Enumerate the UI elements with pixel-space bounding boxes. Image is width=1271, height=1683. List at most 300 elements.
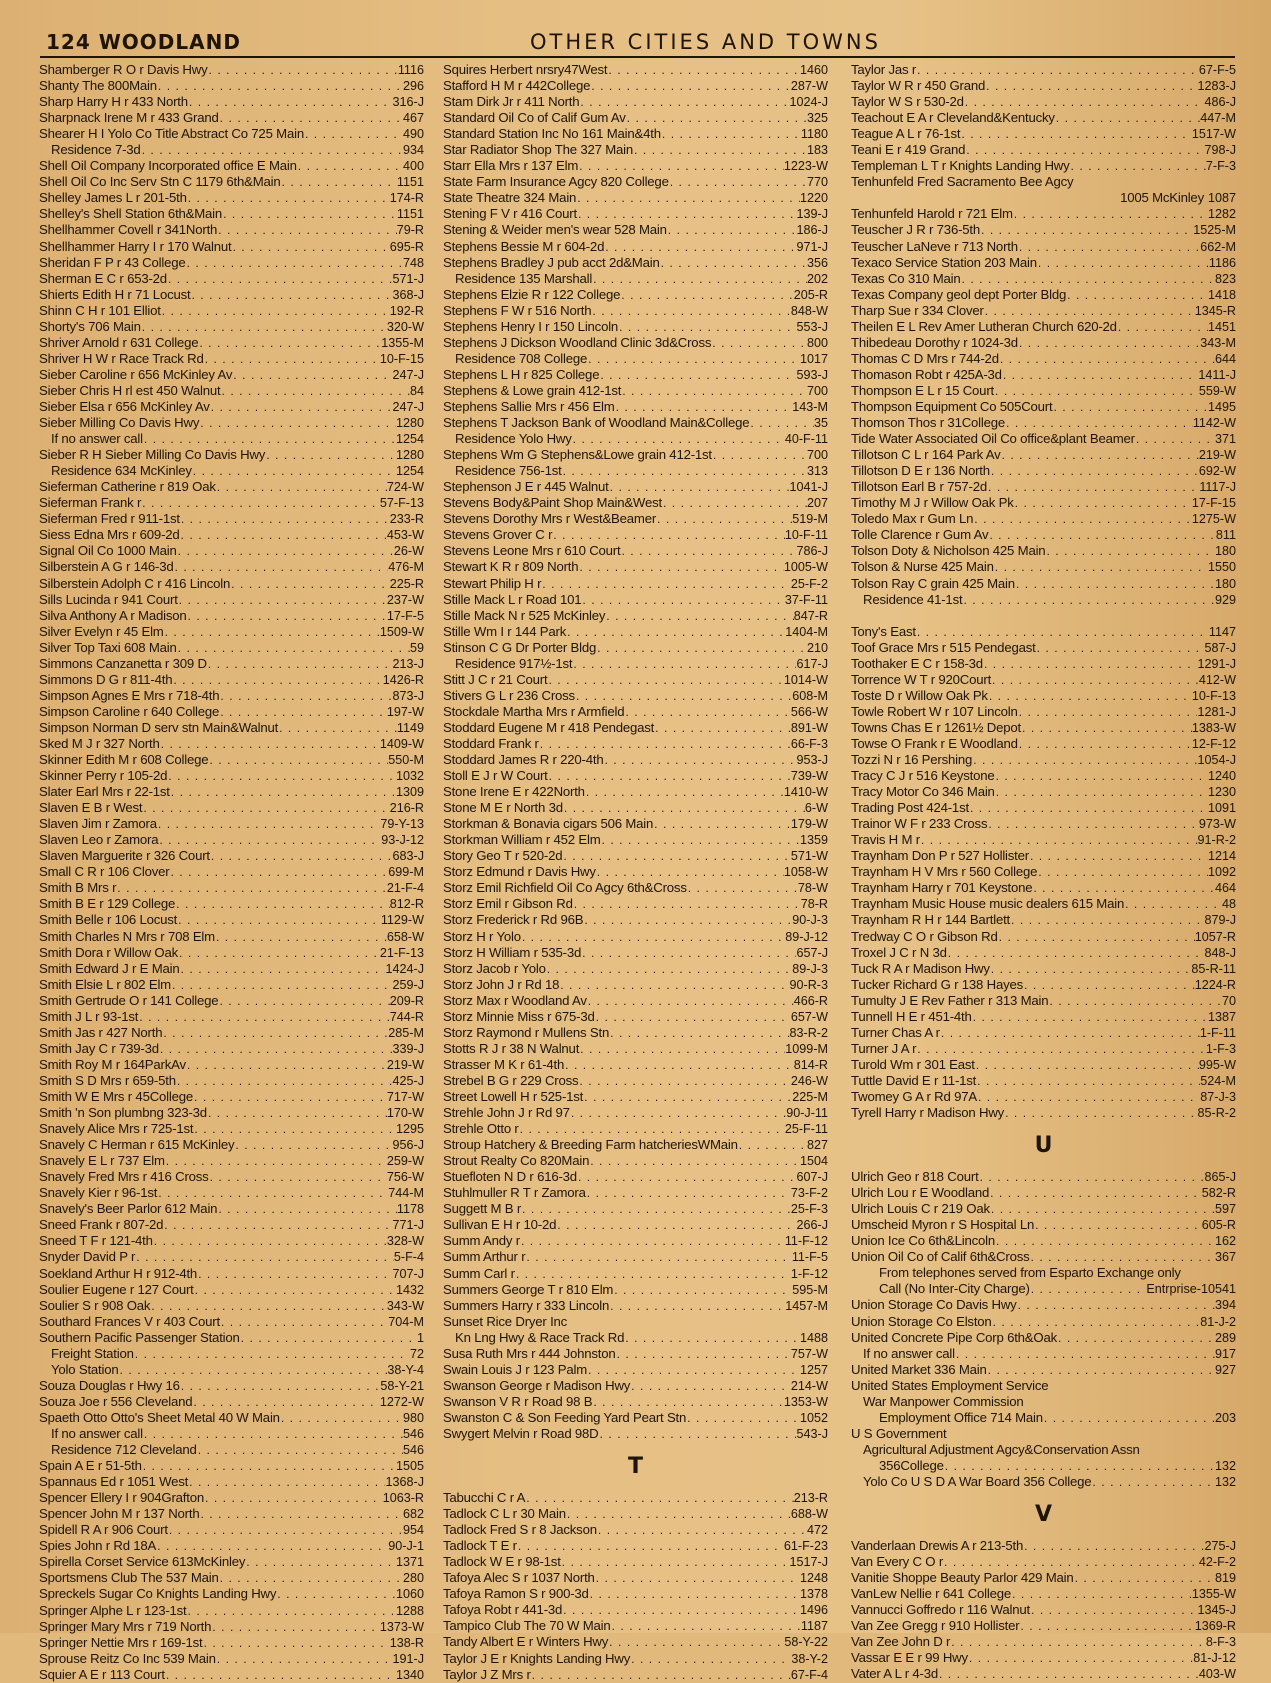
listing-phone: 1041-J (789, 480, 828, 495)
leader-dots (219, 688, 392, 704)
listing-phone: 1024-J (789, 95, 828, 110)
leader-dots (556, 1217, 796, 1233)
listing-entry (39, 110, 424, 126)
listing-entry (851, 736, 1236, 752)
leader-dots (1018, 704, 1198, 720)
leader-dots (973, 511, 1192, 527)
listing-entry (851, 1474, 1236, 1490)
listing-name: Tafoya Ramon S r 900-3d (443, 1586, 589, 1602)
listing-entry (851, 800, 1236, 816)
listing-phone: Entrprise-10541 (1146, 1282, 1236, 1297)
leader-dots (1019, 1618, 1194, 1634)
listing-phone: 1282 (1207, 207, 1236, 222)
listing-entry (851, 1009, 1236, 1025)
listing-phone: 657-J (796, 945, 828, 960)
leader-dots (587, 1362, 800, 1378)
listing-name: Shierts Edith H r 71 Locust (39, 286, 191, 302)
listing-phone: 1411-J (1198, 367, 1236, 382)
listing-entry (443, 319, 828, 335)
listing-entry (443, 206, 828, 222)
listing-phone: 973-W (1198, 817, 1236, 832)
listing-entry (851, 126, 1236, 142)
listing-phone: 66-F-3 (790, 736, 828, 751)
listing-entry (443, 94, 828, 110)
listing-phone: 59 (409, 640, 424, 655)
listing-phone: 84 (409, 383, 424, 398)
leader-dots (577, 206, 797, 222)
listing-phone: 246-W (790, 1073, 828, 1088)
leader-dots (977, 1089, 1200, 1105)
listing-entry (443, 880, 828, 896)
listing-name: Shamberger R O r Davis Hwy (39, 62, 208, 77)
listing-entry (39, 640, 424, 656)
listing-phone: 566-W (790, 704, 828, 719)
listing-phone: 550-M (388, 753, 424, 768)
listing-name: Tadlock C L r 30 Main (443, 1506, 566, 1522)
leader-dots (304, 126, 403, 142)
listing-phone: 280 (402, 1571, 424, 1586)
listing-name: Taylor J E r Knights Landing Hwy (443, 1650, 631, 1666)
listing-name: Tandy Albert E r Winters Hwy (443, 1634, 609, 1650)
listing-name: Residence Yolo Hwy (455, 431, 572, 447)
listing-phone: 192-R (389, 303, 424, 318)
listing-entry (443, 351, 828, 367)
listing-name: Tenhunfeld Harold r 721 Elm (851, 206, 1013, 222)
leader-dots (590, 78, 791, 94)
leader-dots (920, 832, 1198, 848)
listing-phone: 58-Y-22 (784, 1635, 828, 1650)
listing-name: Spidell R A r 906 Court (39, 1522, 168, 1538)
leader-dots (749, 415, 814, 431)
leader-dots (1135, 431, 1215, 447)
listing-name: Silva Anthony A r Madison (39, 607, 187, 623)
listing-entry (851, 1410, 1236, 1426)
listing-name: Sprouse Reitz Co Inc 539 Main (39, 1650, 216, 1666)
listing-phone: 695-R (389, 239, 424, 254)
leader-dots (157, 816, 380, 832)
listing-entry (39, 736, 424, 752)
listing-entry (443, 527, 828, 543)
listing-phone: 466-R (793, 993, 828, 1008)
listing-name: Residence 917½-1st (455, 655, 573, 671)
listing-name: Shorty's 706 Main (39, 318, 141, 334)
listing-phone: 953-J (796, 753, 828, 768)
listing-entry (443, 1057, 828, 1073)
listing-name: Swanson George r Madison Hwy (443, 1377, 631, 1393)
leader-dots (217, 222, 397, 238)
listing-name: Yolo Station (51, 1361, 119, 1377)
listing-name: Smith W E Mrs r 45College (39, 1089, 194, 1104)
leader-dots (987, 479, 1199, 495)
listing-entry (851, 1346, 1236, 1362)
leader-dots (998, 929, 1195, 945)
leader-dots (160, 736, 380, 752)
listing-phone: 343-M (1200, 335, 1236, 350)
leader-dots (975, 1057, 1199, 1073)
listing-entry (39, 832, 424, 848)
listing-phone: 1451 (1207, 319, 1236, 334)
listing-name: Shellhammer Covell r 341North (39, 222, 218, 238)
listing-phone: 1091 (1207, 801, 1236, 816)
listing-name: Sherman E C r 653-2d (39, 270, 167, 286)
listing-name: Sieber Caroline r 656 McKinley Av (39, 366, 233, 382)
listing-entry (443, 768, 828, 784)
listing-name: Silberstein A G r 146-3d (39, 559, 174, 575)
listing-name: Traynham R H r 144 Bartlett (851, 912, 1011, 928)
listing-entry (443, 848, 828, 864)
listing-name: Summ Andy r (443, 1233, 520, 1249)
listing-name: Soekland Arthur H r 912-4th (39, 1265, 198, 1281)
listing-phone: 1340 (395, 1667, 424, 1682)
listing-name: Snavely E L r 737 Elm (39, 1153, 165, 1169)
listing-name: Soulier S r 908 Oak (39, 1297, 151, 1313)
listing-phone: 213-R (793, 1491, 828, 1506)
listing-entry (443, 1185, 828, 1201)
listing-name: Travis H M r (851, 832, 920, 848)
listing-name: Spaeth Otto Otto's Sheet Metal 40 W Main (39, 1409, 280, 1425)
listing-name: Stevens Dorothy Mrs r West&Beamer (443, 511, 657, 527)
listing-name: Tumulty J E Rev Father r 313 Main (851, 992, 1049, 1008)
leader-dots (116, 880, 387, 896)
leader-dots (1002, 367, 1199, 383)
listing-phone: 237-W (386, 592, 424, 607)
listing-entry (443, 912, 828, 928)
listing-entry (443, 271, 828, 287)
listing-name: Snavely's Beer Parlor 612 Main (39, 1201, 218, 1217)
leader-dots (592, 271, 807, 287)
listing-name: Tillotson C L r 164 Park Av (851, 447, 1001, 463)
leader-dots (564, 1057, 794, 1073)
listing-entry (39, 1009, 424, 1025)
listing-phone: 57-F-13 (379, 496, 424, 511)
listing-entry (851, 720, 1236, 736)
listing-name: Texas Company geol dept Porter Bldg (851, 286, 1067, 302)
leader-dots (620, 543, 796, 559)
listing-phone: 617-J (796, 656, 828, 671)
listing-entry (39, 1603, 424, 1619)
listing-name: Taylor J Z Mrs r (443, 1666, 531, 1682)
listing-entry (851, 1233, 1236, 1249)
listing-name: Trading Post 424-1st (851, 800, 969, 816)
listing-phone: 917 (1214, 1346, 1236, 1361)
listing-name: Ulrich Geo r 818 Court (851, 1169, 979, 1185)
listing-entry (39, 1538, 424, 1554)
listing-name: Strehle Otto r (443, 1121, 519, 1137)
listing-name: Slaven Marguerite r 326 Court (39, 848, 210, 864)
leader-dots (916, 62, 1199, 78)
listing-phone: 1092 (1207, 865, 1236, 880)
listing-entry (851, 688, 1236, 704)
listing-entry (39, 672, 424, 688)
listing-phone: 1005-W (783, 560, 828, 575)
leader-dots (570, 1105, 786, 1121)
listing-phone: 607-J (796, 1170, 828, 1185)
listing-name: Sked M J r 327 North (39, 735, 160, 751)
listing-entry (39, 896, 424, 912)
listing-phone: 662-M (1200, 239, 1236, 254)
listing-name: Turold Wm r 301 East (851, 1056, 975, 1072)
leader-dots (587, 351, 800, 367)
listing-name: Traynham Don P r 527 Hollister (851, 848, 1029, 864)
listing-name: If no answer call (51, 431, 143, 447)
listing-entry (443, 720, 828, 736)
leader-dots (173, 559, 388, 575)
leader-dots (172, 672, 382, 688)
leader-dots (686, 1410, 800, 1426)
listing-entry (39, 1346, 424, 1362)
listing-entry (851, 158, 1236, 174)
listing-phone: 316-J (392, 95, 424, 110)
leader-dots (656, 511, 792, 527)
leader-dots (572, 656, 796, 672)
listing-phone: 259-W (386, 1154, 424, 1169)
listing-phone: 70 (1221, 993, 1236, 1008)
listing-phone: 524-M (1200, 1073, 1236, 1088)
listing-name: Stille Wm I r 144 Park (443, 623, 567, 639)
listing-phone: 447-M (1200, 111, 1236, 126)
leader-dots (209, 1169, 387, 1185)
leader-dots (165, 1153, 387, 1169)
listing-name: Swygert Melvin r Road 98D (443, 1425, 599, 1441)
listing-entry (39, 431, 424, 447)
listing-phone: 21-F-13 (379, 945, 424, 960)
listing-phone: 259-J (392, 977, 424, 992)
listing-entry (39, 1201, 424, 1217)
listing-entry (443, 463, 828, 479)
listing-phone: 191-J (392, 1651, 424, 1666)
listing-entry (851, 1057, 1236, 1073)
listing-phone: 1345-R (1194, 303, 1236, 318)
listing-entry (851, 945, 1236, 961)
listing-name: If no answer call (51, 1425, 143, 1441)
leader-dots (519, 1121, 785, 1137)
listing-name: Smith Roy M r 164ParkAv (39, 1056, 186, 1072)
listing-name: Snyder David P r (39, 1249, 136, 1265)
listing-entry (851, 62, 1236, 78)
listing-name: Simpson Caroline r 640 College (39, 703, 220, 719)
listing-entry (39, 62, 424, 78)
page-title: OTHER CITIES AND TOWNS (530, 30, 881, 54)
listing-name: Sieber Chris H rl est 450 Walnut (39, 382, 221, 398)
listing-name: Stening & Weider men's wear 528 Main (443, 222, 667, 238)
listing-name: Shriver H W r Race Track Rd (39, 350, 204, 366)
listing-phone: 10-F-13 (1191, 688, 1236, 703)
listing-name: Sneed T F r 121-4th (39, 1233, 153, 1249)
listing-name: Southern Pacific Passenger Station (39, 1329, 240, 1345)
leader-dots (573, 896, 801, 912)
leader-dots (1074, 1570, 1215, 1586)
listing-entry (443, 1651, 828, 1667)
listing-entry (39, 1651, 424, 1667)
listing-name: Storz Frederick r Rd 96B (443, 912, 584, 928)
leader-dots (995, 768, 1208, 784)
listing-phone: 26-W (393, 544, 424, 559)
listing-phone: 1254 (395, 464, 424, 479)
listing-entry (443, 383, 828, 399)
listing-phone: 143-M (792, 399, 828, 414)
listing-phone: 207 (806, 496, 828, 511)
listing-entry (443, 784, 828, 800)
listing-entry (443, 816, 828, 832)
leader-dots (1124, 896, 1222, 912)
leader-dots (940, 1025, 1200, 1041)
listing-name: Stuhlmuller R T r Zamora (443, 1185, 586, 1201)
listing-entry (443, 688, 828, 704)
listing-entry (443, 929, 828, 945)
leader-dots (595, 1570, 800, 1586)
listing-entry (443, 640, 828, 656)
listing-phone: 1495 (1207, 399, 1236, 414)
listing-phone: 247-J (392, 399, 424, 414)
listing-entry (443, 1169, 828, 1185)
listing-name: Strout Realty Co 820Main (443, 1153, 590, 1169)
page-header (40, 30, 1240, 56)
leader-dots (995, 1233, 1215, 1249)
listing-name: Residence 634 McKinley (51, 463, 192, 479)
leader-dots (186, 608, 386, 624)
listing-phone: 1387 (1207, 1009, 1236, 1024)
leader-dots (992, 1314, 1201, 1330)
leader-dots (983, 656, 1198, 672)
listing-phone: 289 (1214, 1330, 1236, 1345)
listing-phone: 10-F-15 (379, 351, 424, 366)
listing-phone: 1457-M (785, 1298, 828, 1313)
listing-entry (851, 1362, 1236, 1378)
listing-entry (443, 1586, 828, 1602)
listing-name: Suggett M B r (443, 1201, 522, 1217)
listing-phone: 748 (402, 255, 424, 270)
listing-entry (851, 1394, 1236, 1410)
listing-phone: 10-F-11 (784, 528, 828, 543)
leader-dots (177, 640, 410, 656)
listing-name: Sills Lucinda r 941 Court (39, 591, 178, 607)
listing-phone: 1230 (1207, 785, 1236, 800)
listing-phone: 812-R (389, 897, 424, 912)
leader-dots (1117, 319, 1208, 335)
listing-entry (443, 287, 828, 303)
listing-entry (851, 816, 1236, 832)
listing-phone: 848-J (1204, 945, 1236, 960)
listing-name: Springer Nettie Mrs r 169-1st (39, 1634, 203, 1650)
listing-entry (851, 640, 1236, 656)
listing-phone: 72 (409, 1346, 424, 1361)
leader-dots (609, 1025, 789, 1041)
listing-name: Residence 712 Cleveland (51, 1442, 197, 1458)
listing-phone: 1178 (396, 1202, 424, 1217)
listing-phone: 1432 (395, 1282, 424, 1297)
listing-entry (851, 447, 1236, 463)
listing-name: Vassar E E r 99 Hwy (851, 1650, 968, 1666)
listing-name: Stephens L H r 825 College (443, 366, 600, 382)
listing-entry (39, 222, 424, 238)
leader-dots (603, 752, 796, 768)
listing-name: Skinner Perry r 105-2d (39, 768, 168, 784)
listing-entry (443, 1153, 828, 1169)
listing-entry (39, 142, 424, 158)
listing-phone: 138-R (389, 1635, 424, 1650)
listing-phone: 394 (1214, 1298, 1236, 1313)
leader-dots (624, 1330, 800, 1346)
listing-name: Springer Mary Mrs r 719 North (39, 1618, 212, 1634)
listing-entry (39, 351, 424, 367)
listing-phone: 87-J-3 (1200, 1090, 1236, 1104)
listing-name: Spencer John M r 137 North (39, 1506, 200, 1522)
leader-dots (280, 1410, 403, 1426)
listing-entry (39, 656, 424, 672)
listing-name: Stevens Grover C r (443, 527, 553, 543)
listing-phone: 67-F-4 (790, 1667, 828, 1682)
listing-phone: 38-Y-4 (387, 1362, 424, 1377)
listing-name: Snavely C Herman r 615 McKinley (39, 1137, 235, 1153)
leader-dots (653, 816, 791, 832)
listing-entry (851, 1666, 1236, 1682)
listing-entry (851, 190, 1236, 206)
listing-phone: 1057-R (1194, 929, 1236, 944)
listing-phone: 1 (416, 1330, 424, 1345)
listing-phone: 597 (1214, 1202, 1236, 1217)
listing-entry (443, 1426, 828, 1442)
listing-phone: 1460 (799, 63, 828, 77)
listing-phone: 339-J (392, 1041, 424, 1056)
listing-phone: 79-Y-13 (380, 817, 424, 832)
listing-entry (443, 1217, 828, 1233)
leader-dots (204, 1490, 383, 1506)
listing-entry (39, 1490, 424, 1506)
listing-entry (39, 1667, 424, 1683)
leader-dots (231, 239, 389, 255)
listing-name: Standard Station Inc No 161 Main&4th (443, 126, 661, 142)
listing-entry (443, 303, 828, 319)
listing-phone: 744-R (389, 1009, 424, 1024)
leader-dots (193, 1089, 387, 1105)
listing-phone: 771-J (392, 1218, 424, 1233)
listing-entry (39, 720, 424, 736)
listing-phone: 5-F-4 (393, 1250, 424, 1265)
leader-dots (187, 1603, 396, 1619)
listing-name: Swanston C & Son Feeding Yard Peart Stn (443, 1409, 687, 1425)
listing-entry (39, 255, 424, 271)
leader-dots (1010, 912, 1204, 928)
listing-entry (39, 543, 424, 559)
listing-entry (851, 399, 1236, 415)
listing-phone: 847-R (793, 608, 828, 623)
listing-name: Smith Belle r 106 Locust (39, 912, 178, 928)
listing-phone: 756-W (386, 1170, 424, 1185)
listing-entry (851, 239, 1236, 255)
listing-entry (39, 158, 424, 174)
listing-entry (39, 768, 424, 784)
listing-phone: 954 (402, 1523, 424, 1538)
leader-dots (1011, 1586, 1192, 1602)
listing-entry (443, 961, 828, 977)
listing-name: Shanty The 800Main (39, 78, 157, 94)
listing-entry (443, 158, 828, 174)
listing-name: Storz Max r Woodland Av (443, 992, 587, 1008)
listing-phone: 1353-W (783, 1394, 828, 1409)
leader-dots (531, 1667, 791, 1683)
listing-phone: 467 (402, 111, 424, 126)
listing-phone: 605-R (1201, 1218, 1236, 1233)
leader-dots (579, 94, 789, 110)
listing-name: Thompson Equipment Co 505Court (851, 398, 1053, 414)
listing-entry (443, 1137, 828, 1153)
listing-entry (39, 303, 424, 319)
leader-dots (297, 158, 403, 174)
leader-dots (539, 736, 791, 752)
leader-dots (662, 495, 807, 511)
leader-dots (141, 142, 403, 158)
listing-phone: 179-W (790, 817, 828, 832)
